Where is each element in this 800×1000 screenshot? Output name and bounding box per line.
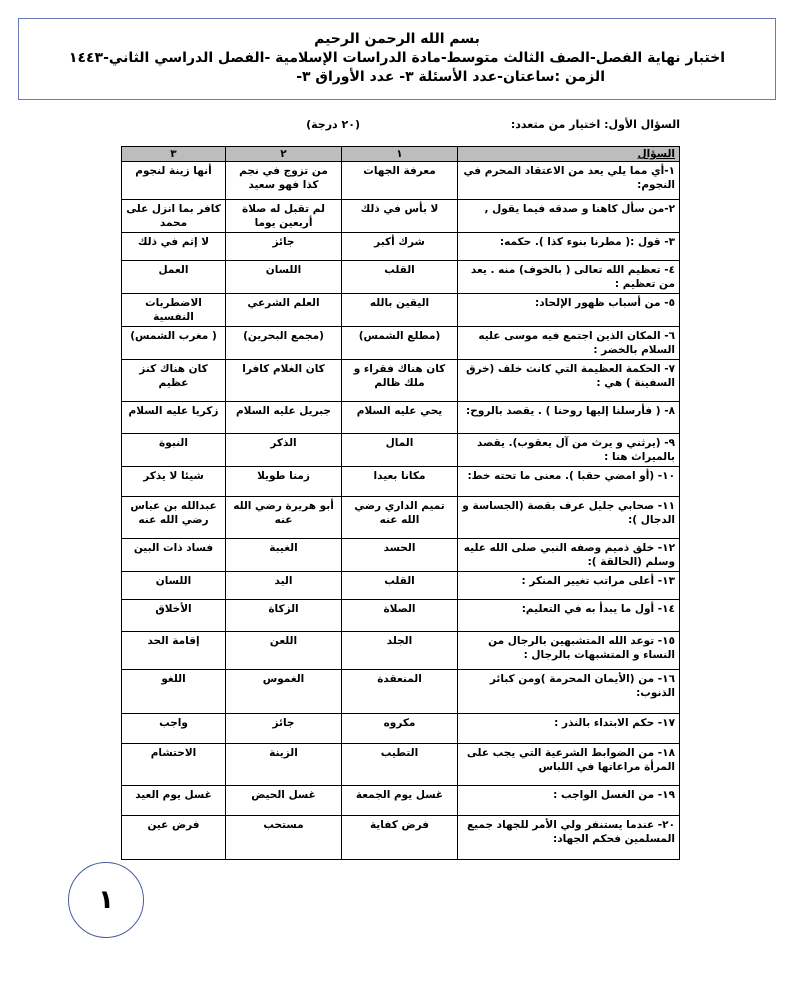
table-row [122, 162, 680, 200]
option-1-cell: معرفة الجهات [342, 162, 458, 200]
score-label: (٢٠ درجة) [306, 118, 360, 131]
table-row [122, 670, 680, 714]
question-cell: ٧- الحكمة العظيمة التي كانت خلف (خرق السفينة ) هي : [458, 360, 680, 402]
section-heading [120, 118, 680, 134]
question-cell: ١٧- حكم الابتداء بالنذر : [458, 714, 680, 744]
exam-title: اختبار نهاية الفصل-الصف الثالث متوسط-مادة الدراسات الإسلامية -الفصل الدراسي الثاني-١٤٤٣ [68, 50, 726, 66]
question-cell: ١١- صحابي جليل عرف بقصة (الجساسة و الدجال ): [458, 497, 680, 539]
option-3-cell: لا إثم في ذلك [122, 233, 226, 261]
option-3-cell: فساد ذات البين [122, 539, 226, 572]
option-2-cell: اللسان [226, 261, 342, 294]
option-3-cell: الأخلاق [122, 600, 226, 632]
option-2-cell: العلم الشرعي [226, 294, 342, 327]
option-3-cell: زكريا عليه السلام [122, 402, 226, 434]
option-3-cell: فرض عين [122, 816, 226, 860]
option-3-cell: العمل [122, 261, 226, 294]
option-2-cell: لم تقبل له صلاة أربعين يوما [226, 200, 342, 233]
question-cell: ٣- قول :( مطرنا بنوء كذا ). حكمه: [458, 233, 680, 261]
question-cell: ١٥- توعد الله المتشبهين بالرجال من النساء و المتشبهات بالرجال : [458, 632, 680, 670]
option-1-cell: المال [342, 434, 458, 467]
option-1-cell: القلب [342, 261, 458, 294]
option-1-cell: غسل يوم الجمعة [342, 786, 458, 816]
question-cell: ٤- تعظيم الله تعالى ( بالخوف) منه . يعد من تعظيم : [458, 261, 680, 294]
option-1-cell: المنعقدة [342, 670, 458, 714]
option-1-cell: مكانا بعيدا [342, 467, 458, 497]
table-row [122, 714, 680, 744]
question-cell: ٥- من أسباب ظهور الإلحاد: [458, 294, 680, 327]
question-cell: ١٣- أعلى مراتب تغيير المنكر : [458, 572, 680, 600]
option-2-cell: الزينة [226, 744, 342, 786]
table-row [122, 294, 680, 327]
basmala: بسم الله الرحمن الرحيم [314, 31, 480, 47]
question-label: السؤال الأول: اختيار من متعدد: [510, 118, 680, 131]
question-cell: ٦- المكان الذين اجتمع فيه موسى عليه السلام بالخضر : [458, 327, 680, 360]
questions-table [121, 146, 680, 860]
question-cell: ٩- (يرثني و يرث من آل يعقوب). يقصد بالميراث هنا : [458, 434, 680, 467]
table-row [122, 786, 680, 816]
table-row [122, 632, 680, 670]
question-cell: ١٩- من الغسل الواجب : [458, 786, 680, 816]
exam-header [18, 18, 776, 100]
option-1-cell: الحسد [342, 539, 458, 572]
table-row [122, 539, 680, 572]
option-3-cell: اللغو [122, 670, 226, 714]
option-1-cell: يحي عليه السلام [342, 402, 458, 434]
option-3-cell: كافر بما انزل على محمد [122, 200, 226, 233]
option-3-cell: أنها زينة لنجوم [122, 162, 226, 200]
table-row [122, 360, 680, 402]
option-2-cell: جائز [226, 714, 342, 744]
option-3-cell: شيئا لا يذكر [122, 467, 226, 497]
table-row [122, 497, 680, 539]
table-row [122, 816, 680, 860]
option-3-cell: الاضطربات النفسية [122, 294, 226, 327]
option-2-cell: أبو هريرة رضي الله عنه [226, 497, 342, 539]
option-2-cell: غسل الحيض [226, 786, 342, 816]
question-cell: ١٦- من (الأيمان المحرمة )ومن كبائر الذنوب: [458, 670, 680, 714]
table-header-row [122, 147, 680, 162]
option-1-cell: (مطلع الشمس) [342, 327, 458, 360]
option-3-cell: واجب [122, 714, 226, 744]
table-row [122, 261, 680, 294]
option-2-cell: زمنا طويلا [226, 467, 342, 497]
option-1-cell: التطيب [342, 744, 458, 786]
option-3-cell: ( مغرب الشمس) [122, 327, 226, 360]
option-2-cell: جائز [226, 233, 342, 261]
question-cell: ٢٠- عندما يستنفر ولي الأمر للجهاد جميع المسلمين فحكم الجهاد: [458, 816, 680, 860]
option-2-cell: كان الغلام كافرا [226, 360, 342, 402]
option-3-cell: كان هناك كنز عظيم [122, 360, 226, 402]
option-2-cell: اليد [226, 572, 342, 600]
header-option-2: ٢ [226, 147, 342, 162]
option-2-cell: جبريل عليه السلام [226, 402, 342, 434]
option-2-cell: الغيبة [226, 539, 342, 572]
option-3-cell: غسل يوم العيد [122, 786, 226, 816]
table-row [122, 572, 680, 600]
option-1-cell: الصلاة [342, 600, 458, 632]
question-cell: ٢-من سأل كاهنا و صدقه فيما يقول , [458, 200, 680, 233]
header-option-1: ١ [342, 147, 458, 162]
option-1-cell: القلب [342, 572, 458, 600]
table-row [122, 467, 680, 497]
table-row [122, 200, 680, 233]
question-cell: ١٢- خلق ذميم وصفه النبي صلى الله عليه وسلم (الحالقة ): [458, 539, 680, 572]
option-2-cell: مستحب [226, 816, 342, 860]
option-2-cell: الزكاة [226, 600, 342, 632]
option-3-cell: اللسان [122, 572, 226, 600]
option-2-cell: الغموس [226, 670, 342, 714]
option-2-cell: (مجمع البحرين) [226, 327, 342, 360]
header-option-3: ٣ [122, 147, 226, 162]
option-1-cell: اليقين بالله [342, 294, 458, 327]
table-row [122, 744, 680, 786]
question-cell: ١٤- أول ما يبدأ به في التعليم: [458, 600, 680, 632]
table-row [122, 600, 680, 632]
option-2-cell: اللعن [226, 632, 342, 670]
option-3-cell: عبدالله بن عباس رضي الله عنه [122, 497, 226, 539]
question-cell: ١٨- من الضوابط الشرعية التي يجب على المرأة مراعاتها في اللباس [458, 744, 680, 786]
exam-info: الزمن :ساعتان-عدد الأسئلة ٣- عدد الأوراق ٣- [296, 69, 605, 85]
option-1-cell: مكروه [342, 714, 458, 744]
option-3-cell: النبوة [122, 434, 226, 467]
option-1-cell: كان هناك فقراء و ملك ظالم [342, 360, 458, 402]
header-question: السؤال [458, 147, 680, 162]
question-cell: ١٠- (أو امضي حقبا ). معنى ما تحته خط: [458, 467, 680, 497]
table-row [122, 434, 680, 467]
question-cell: ١-أي مما يلي يعد من الاعتقاد المحرم في النجوم: [458, 162, 680, 200]
option-1-cell: شرك أكبر [342, 233, 458, 261]
option-1-cell: فرض كفاية [342, 816, 458, 860]
option-1-cell: الجلد [342, 632, 458, 670]
table-row [122, 233, 680, 261]
option-3-cell: إقامة الحد [122, 632, 226, 670]
option-2-cell: من تزوج في نجم كذا فهو سعيد [226, 162, 342, 200]
question-cell: ٨- ( فأرسلنا إليها روحنا ) . يقصد بالروح: [458, 402, 680, 434]
option-1-cell: لا بأس في ذلك [342, 200, 458, 233]
table-row [122, 327, 680, 360]
page-number: ١ [68, 862, 144, 938]
table-row [122, 402, 680, 434]
option-1-cell: تميم الداري رضي الله عنه [342, 497, 458, 539]
option-3-cell: الاحتشام [122, 744, 226, 786]
option-2-cell: الذكر [226, 434, 342, 467]
